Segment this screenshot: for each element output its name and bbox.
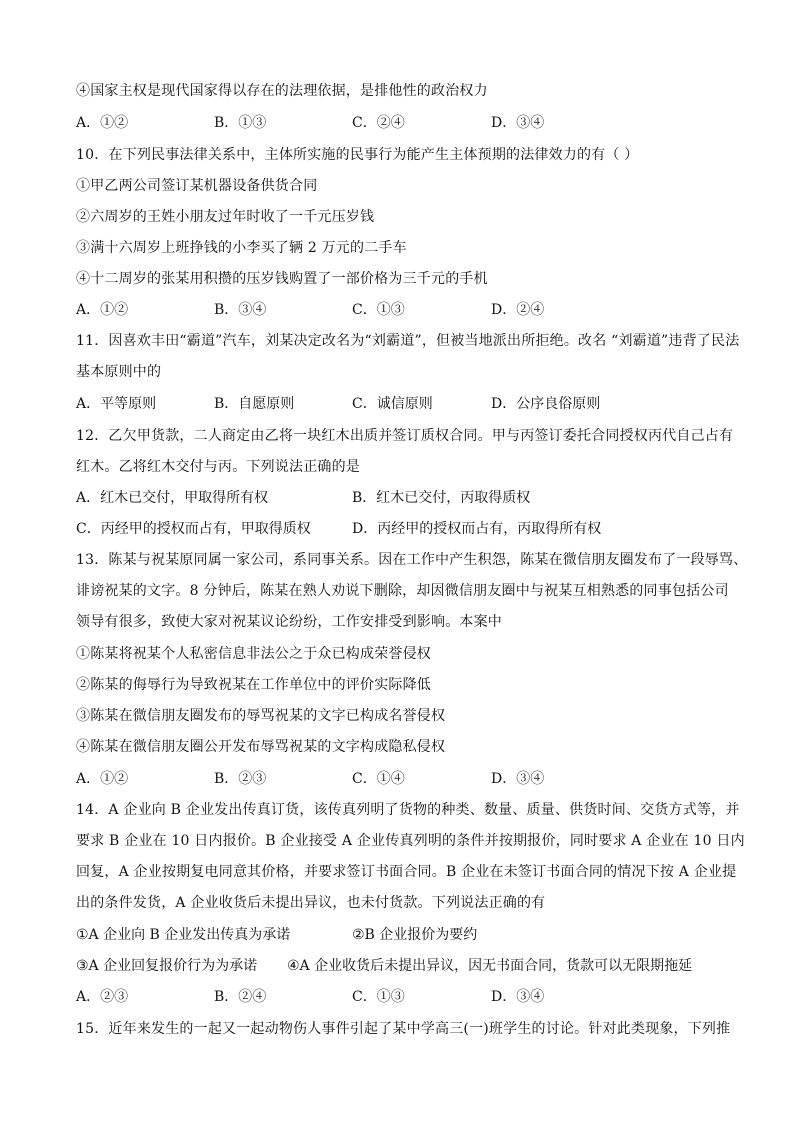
q15-stem-line-1: 15．近年来发生的一起又一起动物伤人事件引起了某中学高三(一)班学生的讨论。针对此类现象，下列推: [76, 1021, 731, 1037]
q12-stem-line-2: 红木。乙将红木交付与丙。下列说法正确的是: [76, 459, 360, 475]
q13-item-1: ①陈某将祝某个人私密信息非法公之于众已构成荣誉侵权: [76, 646, 431, 662]
q10-option-b: B．③④: [214, 302, 267, 318]
q13-item-3: ③陈某在微信朋友圈发布的辱骂祝某的文字已构成名誉侵权: [76, 708, 446, 724]
q13-stem-line-3: 领导有很多，致使大家对祝某议论纷纷，工作安排受到影响。本案中: [76, 614, 502, 630]
q14-item-2: ②B 企业报价为要约: [352, 927, 478, 943]
q10-option-d: D．②④: [491, 302, 545, 318]
q14-item-3: ③A 企业回复报价行为为承诺: [76, 958, 258, 974]
q14-option-b: B．②④: [214, 989, 267, 1005]
q14-option-a: A．②③: [76, 989, 129, 1005]
q13-item-4: ④陈某在微信朋友圈公开发布辱骂祝某的文字构成隐私侵权: [76, 739, 446, 755]
q10-item-2: ②六周岁的王姓小朋友过年时收了一千元压岁钱: [76, 209, 375, 225]
q12-option-d: D．丙经甲的授权而占有，丙取得所有权: [352, 521, 602, 537]
q11-stem-line-2: 基本原则中的: [76, 364, 162, 380]
q14-stem-line-3: 回复，A 企业按期复电同意其价格，并要求签订书面合同。B 企业在未签订书面合同的情况下按 A 企业提: [76, 864, 737, 880]
q10-item-1: ①甲乙两公司签订某机器设备供货合同: [76, 178, 318, 194]
q12-stem-line-1: 12．乙欠甲货款，二人商定由乙将一块红木出质并签订质权合同。甲与丙签订委托合同授权丙代自己占有: [76, 428, 734, 444]
q14-stem-line-4: 出的条件发货，A 企业收货后未提出异议，也未付货款。下列说法正确的有: [76, 895, 546, 911]
q9-option-c: C．②④: [352, 115, 405, 131]
q10-item-3: ③满十六周岁上班挣钱的小李买了辆 2 万元的二手车: [76, 240, 407, 256]
q13-stem-line-1: 13．陈某与祝某原同属一家公司，系同事关系。因在工作中产生积怨，陈某在微信朋友圈发布了一段辱骂、: [76, 552, 748, 568]
q14-option-c: C．①③: [352, 989, 405, 1005]
q14-stem-line-1: 14．A 企业向 B 企业发出传真订货，该传真列明了货物的种类、数量、质量、供货时间、交货方式等，并: [76, 802, 740, 818]
q11-option-b: B．自愿原则: [214, 396, 295, 412]
q12-option-c: C．丙经甲的授权而占有，甲取得质权: [76, 521, 311, 537]
q11-option-c: C．诚信原则: [352, 396, 433, 412]
q13-option-d: D．③④: [491, 771, 545, 787]
q14-item-4: ④A 企业收货后未提出异议，因无书面合同，货款可以无限期拖延: [287, 958, 693, 974]
q12-option-a: A．红木已交付，甲取得所有权: [76, 490, 269, 506]
q10-item-4: ④十二周岁的张某用积攒的压岁钱购置了一部价格为三千元的手机: [76, 271, 488, 287]
q13-item-2: ②陈某的侮辱行为导致祝某在工作单位中的评价实际降低: [76, 677, 431, 693]
q9-option-b: B．①③: [214, 115, 267, 131]
q11-option-a: A．平等原则: [76, 396, 157, 412]
q10-stem: 10．在下列民事法律关系中，主体所实施的民事行为能产生主体预期的法律效力的有（ ）: [76, 147, 639, 163]
q14-item-1: ①A 企业向 B 企业发出传真为承诺: [76, 927, 291, 943]
q10-option-a: A．①②: [76, 302, 129, 318]
q13-stem-line-2: 诽谤祝某的文字。8 分钟后，陈某在熟人劝说下删除，却因微信朋友圈中与祝某互相熟悉的同事包括公司: [76, 583, 729, 599]
q9-option-d: D．③④: [491, 115, 545, 131]
q11-option-d: D．公序良俗原则: [491, 396, 601, 412]
q12-option-b: B．红木已交付，丙取得质权: [352, 490, 531, 506]
q13-option-b: B．②③: [214, 771, 267, 787]
q9-option-a: A．①②: [76, 115, 129, 131]
q9-item-4: ④国家主权是现代国家得以存在的法理依据，是排他性的政治权力: [76, 83, 488, 99]
q14-stem-line-2: 要求 B 企业在 10 日内报价。B 企业接受 A 企业传真列明的条件并按期报价，同时要求 A 企业在 10 日内: [76, 833, 745, 849]
q11-stem-line-1: 11．因喜欢丰田“霸道”汽车，刘某决定改名为“刘霸道”，但被当地派出所拒绝。改名 “刘霸道”违背了民法: [76, 333, 740, 349]
q10-option-c: C．①③: [352, 302, 405, 318]
q14-option-d: D．③④: [491, 989, 545, 1005]
q13-option-a: A．①②: [76, 771, 129, 787]
q13-option-c: C．①④: [352, 771, 405, 787]
